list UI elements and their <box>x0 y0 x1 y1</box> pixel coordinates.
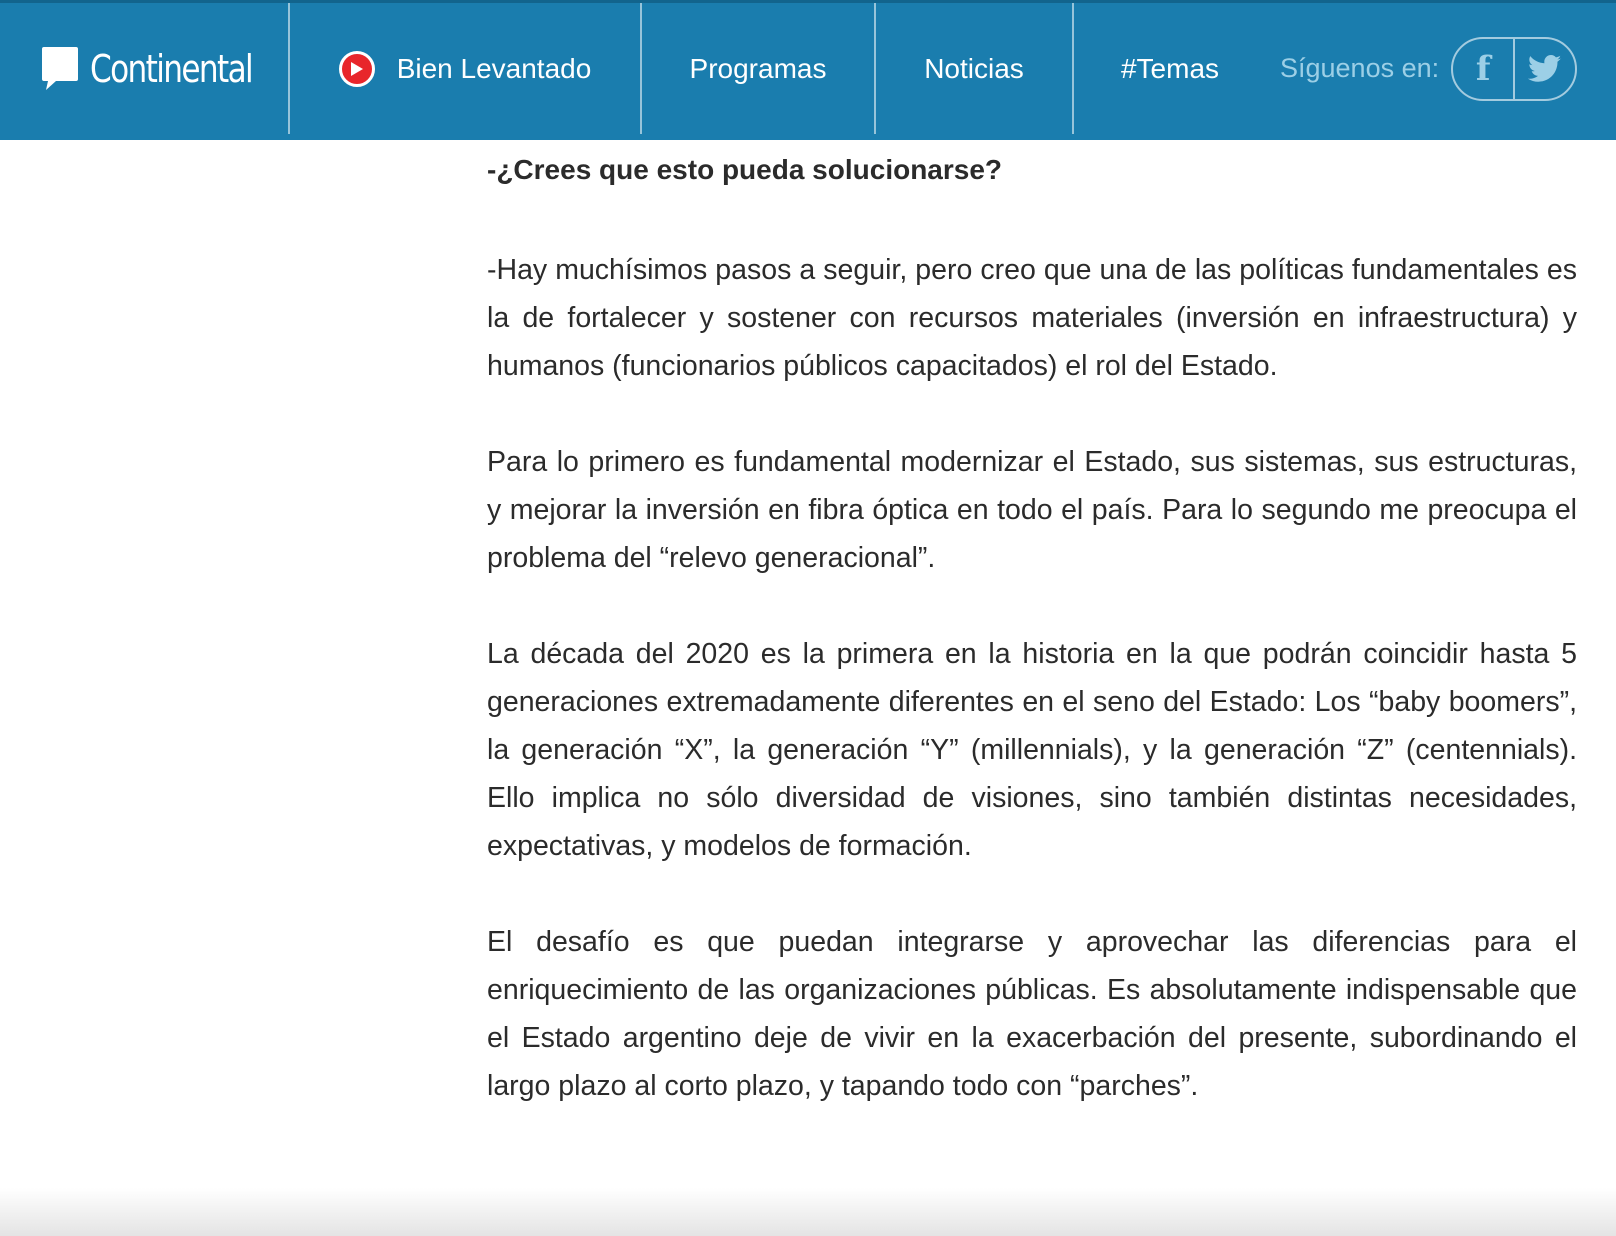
follow-label: Síguenos en: <box>1280 53 1440 83</box>
nav-temas[interactable] <box>1074 3 1266 134</box>
nav-label: Programas <box>689 52 827 84</box>
nav-label: #Temas <box>1120 52 1220 84</box>
nav-bien-levantado[interactable] <box>290 3 642 134</box>
bottom-fade <box>0 1188 1616 1236</box>
twitter-icon <box>1528 55 1562 83</box>
nav-label: Noticias <box>924 52 1024 84</box>
social-follow <box>1266 3 1577 134</box>
nav-programas[interactable] <box>642 3 876 134</box>
facebook-icon: f <box>1475 48 1491 89</box>
speech-bubble-icon <box>42 47 78 91</box>
social-links <box>1451 37 1577 101</box>
article-body <box>487 150 1577 1158</box>
nav-label: Bien Levantado <box>396 52 592 84</box>
facebook-button[interactable] <box>1453 39 1513 99</box>
article-paragraph: -Hay muchísimos pasos a seguir, pero creo que una de las políticas fundamentales es la de fortalecer y sostener con recursos materiales (inversión en infraestructura) y humanos (funcionarios públicos capacitados) el rol del Estado. <box>487 254 1577 382</box>
logo-text: Continental <box>90 46 253 91</box>
twitter-button[interactable] <box>1513 39 1575 99</box>
article-paragraph: Para lo primero es fundamental modernizar el Estado, sus sistemas, sus estructuras, y mejorar la inversión en fibra óptica en todo el país. Para lo segundo me preocupa el problema del “relevo generacional”. <box>487 446 1577 574</box>
interview-question: -¿Crees que esto pueda solucionarse? <box>487 154 1003 185</box>
article-paragraph: El desafío es que puedan integrarse y aprovechar las diferencias para el enriquecimiento de las organizaciones públicas. Es absolutamente indispensable que el Estado argentino deje de vivir en la exacerbación del presente, subordinando el largo plazo al corto plazo, y tapando todo con “parches”. <box>487 926 1577 1102</box>
article-paragraph: La década del 2020 es la primera en la historia en la que podrán coincidir hasta 5 generaciones extremadamente diferentes en el seno del Estado: Los “baby boomers”, la generación “X”, la generación “Y” (millennials), y la generación “Z” (centennials). Ello implica no sólo diversidad de visiones, sino también distintas necesidades, expectativas, y modelos de formación. <box>487 638 1577 862</box>
top-navbar <box>0 0 1616 140</box>
nav-noticias[interactable] <box>876 3 1074 134</box>
play-icon <box>339 51 375 87</box>
site-logo[interactable] <box>0 3 290 134</box>
